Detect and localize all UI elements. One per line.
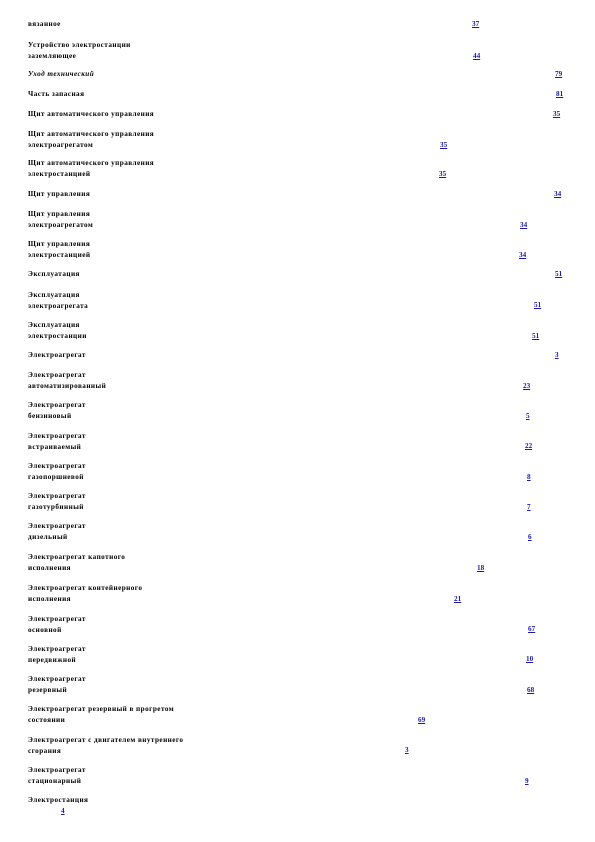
page-link[interactable]: 3 <box>555 351 559 359</box>
index-term-line: электростанции <box>28 331 87 340</box>
page-link[interactable]: 35 <box>439 170 447 178</box>
page-link[interactable]: 21 <box>454 595 462 603</box>
page-link[interactable]: 9 <box>525 777 529 785</box>
page-link[interactable]: 22 <box>525 442 533 450</box>
index-term-line: передвижной <box>28 655 77 664</box>
index-term <box>28 269 80 280</box>
index-term-line: Щит управления <box>28 240 91 248</box>
index-term-line: Часть запасная <box>28 90 85 98</box>
index-term-line: Электроагрегат <box>28 371 86 379</box>
index-term-line: вязанное <box>28 20 61 28</box>
index-term <box>28 129 154 150</box>
page-link[interactable]: 35 <box>553 110 561 118</box>
index-term <box>28 461 86 482</box>
page-link[interactable]: 37 <box>472 20 480 28</box>
index-term-line: Электростанция <box>28 796 89 804</box>
index-term-line: Электроагрегат с двигателем внутреннего <box>28 736 184 744</box>
index-term <box>28 89 84 100</box>
index-term-line: Электроагрегат <box>28 401 86 409</box>
index-term <box>28 19 61 30</box>
index-term-line: Электроагрегат <box>28 351 86 359</box>
index-term-line: Электроагрегат <box>28 645 86 653</box>
index-term <box>28 431 86 452</box>
index-term-line: Электроагрегат <box>28 492 86 500</box>
index-term-line: электростанцией <box>28 250 91 259</box>
page-link[interactable]: 79 <box>555 70 563 78</box>
index-term-line: Электроагрегат <box>28 522 86 530</box>
index-term-line: Щит автоматического управления <box>28 159 155 167</box>
page-link[interactable]: 35 <box>440 141 448 149</box>
index-term-line: Эксплуатация <box>28 321 80 329</box>
index-term-line: исполнения <box>28 594 72 603</box>
page-link[interactable]: 51 <box>532 332 540 340</box>
index-term-line: сгорания <box>28 746 62 755</box>
index-term <box>28 290 88 311</box>
index-term <box>28 69 94 80</box>
index-term <box>28 521 86 542</box>
page-link[interactable]: 68 <box>527 686 535 694</box>
index-term <box>28 370 106 391</box>
page-link[interactable]: 8 <box>527 473 531 481</box>
page-link[interactable]: 23 <box>523 382 531 390</box>
index-term-line: Электроагрегат <box>28 675 86 683</box>
index-term-line: Электроагрегат резервный в прогретом <box>28 705 175 713</box>
index-term <box>28 400 86 421</box>
index-term <box>28 735 183 756</box>
page-link[interactable]: 10 <box>526 655 534 663</box>
index-term-line: Щит управления <box>28 210 91 218</box>
page-link[interactable]: 67 <box>528 625 536 633</box>
index-term <box>28 109 154 120</box>
index-term-line: Щит управления <box>28 190 91 198</box>
index-term-line: резервный <box>28 685 68 694</box>
index-term-line: Электроагрегат капотного <box>28 553 126 561</box>
page-link[interactable]: 51 <box>534 301 542 309</box>
index-term <box>28 644 86 665</box>
index-term-line: электроагрегатом <box>28 220 94 229</box>
index-term-line: встраиваемый <box>28 442 82 451</box>
index-term-line: стационарный <box>28 776 82 785</box>
index-term-line: бензиновый <box>28 411 72 420</box>
page-link[interactable]: 44 <box>473 52 481 60</box>
index-term-line: Электроагрегат контейнерного <box>28 584 143 592</box>
index-term <box>28 209 93 230</box>
index-term <box>28 552 125 573</box>
index-term-line: газопоршневой <box>28 472 84 481</box>
index-term-line: заземляющее <box>28 51 77 60</box>
index-term-line: Электроагрегат <box>28 615 86 623</box>
index-term <box>28 765 86 786</box>
index-term <box>28 795 88 806</box>
index-term <box>28 320 87 341</box>
index-term-line: электростанцией <box>28 169 91 178</box>
index-term-line: Электроагрегат <box>28 432 86 440</box>
index-term <box>28 491 86 512</box>
index-term-line: Электроагрегат <box>28 766 86 774</box>
page-link[interactable]: 18 <box>477 564 485 572</box>
index-term <box>28 239 90 260</box>
index-term <box>28 583 142 604</box>
page-link[interactable]: 34 <box>519 251 527 259</box>
page-link[interactable]: 81 <box>556 90 564 98</box>
index-term-line: автоматизированный <box>28 381 107 390</box>
index-term <box>28 40 131 61</box>
index-term <box>28 704 174 725</box>
index-term-line: Щит автоматического управления <box>28 110 155 118</box>
index-term-line: основной <box>28 625 62 634</box>
index-term-line: Щит автоматического управления <box>28 130 155 138</box>
page-link[interactable]: 3 <box>405 746 409 754</box>
index-term-line: газотурбинный <box>28 502 84 511</box>
index-term-line: состоянии <box>28 715 66 724</box>
index-term-line: дизельный <box>28 532 68 541</box>
index-term-line: Эксплуатация <box>28 291 80 299</box>
index-term-line: Устройство электростанции <box>28 41 131 49</box>
page-link[interactable]: 51 <box>555 270 563 278</box>
index-term-line: исполнения <box>28 563 72 572</box>
page-link[interactable]: 34 <box>520 221 528 229</box>
index-term <box>28 350 86 361</box>
page-link[interactable]: 7 <box>527 503 531 511</box>
page-link[interactable]: 69 <box>418 716 426 724</box>
index-term-line: электроагрегата <box>28 301 89 310</box>
index-term-line: Уход технический <box>28 70 95 78</box>
index-term <box>28 614 86 635</box>
page-link[interactable]: 34 <box>554 190 562 198</box>
page-link[interactable]: 6 <box>528 533 532 541</box>
index-term-line: Эксплуатация <box>28 270 80 278</box>
index-term <box>28 158 154 179</box>
index-term <box>28 189 90 200</box>
index-term-line: Электроагрегат <box>28 462 86 470</box>
page-link[interactable]: 4 <box>61 807 65 815</box>
page-link[interactable]: 5 <box>526 412 530 420</box>
index-term-line: электроагрегатом <box>28 140 94 149</box>
index-term <box>28 674 86 695</box>
